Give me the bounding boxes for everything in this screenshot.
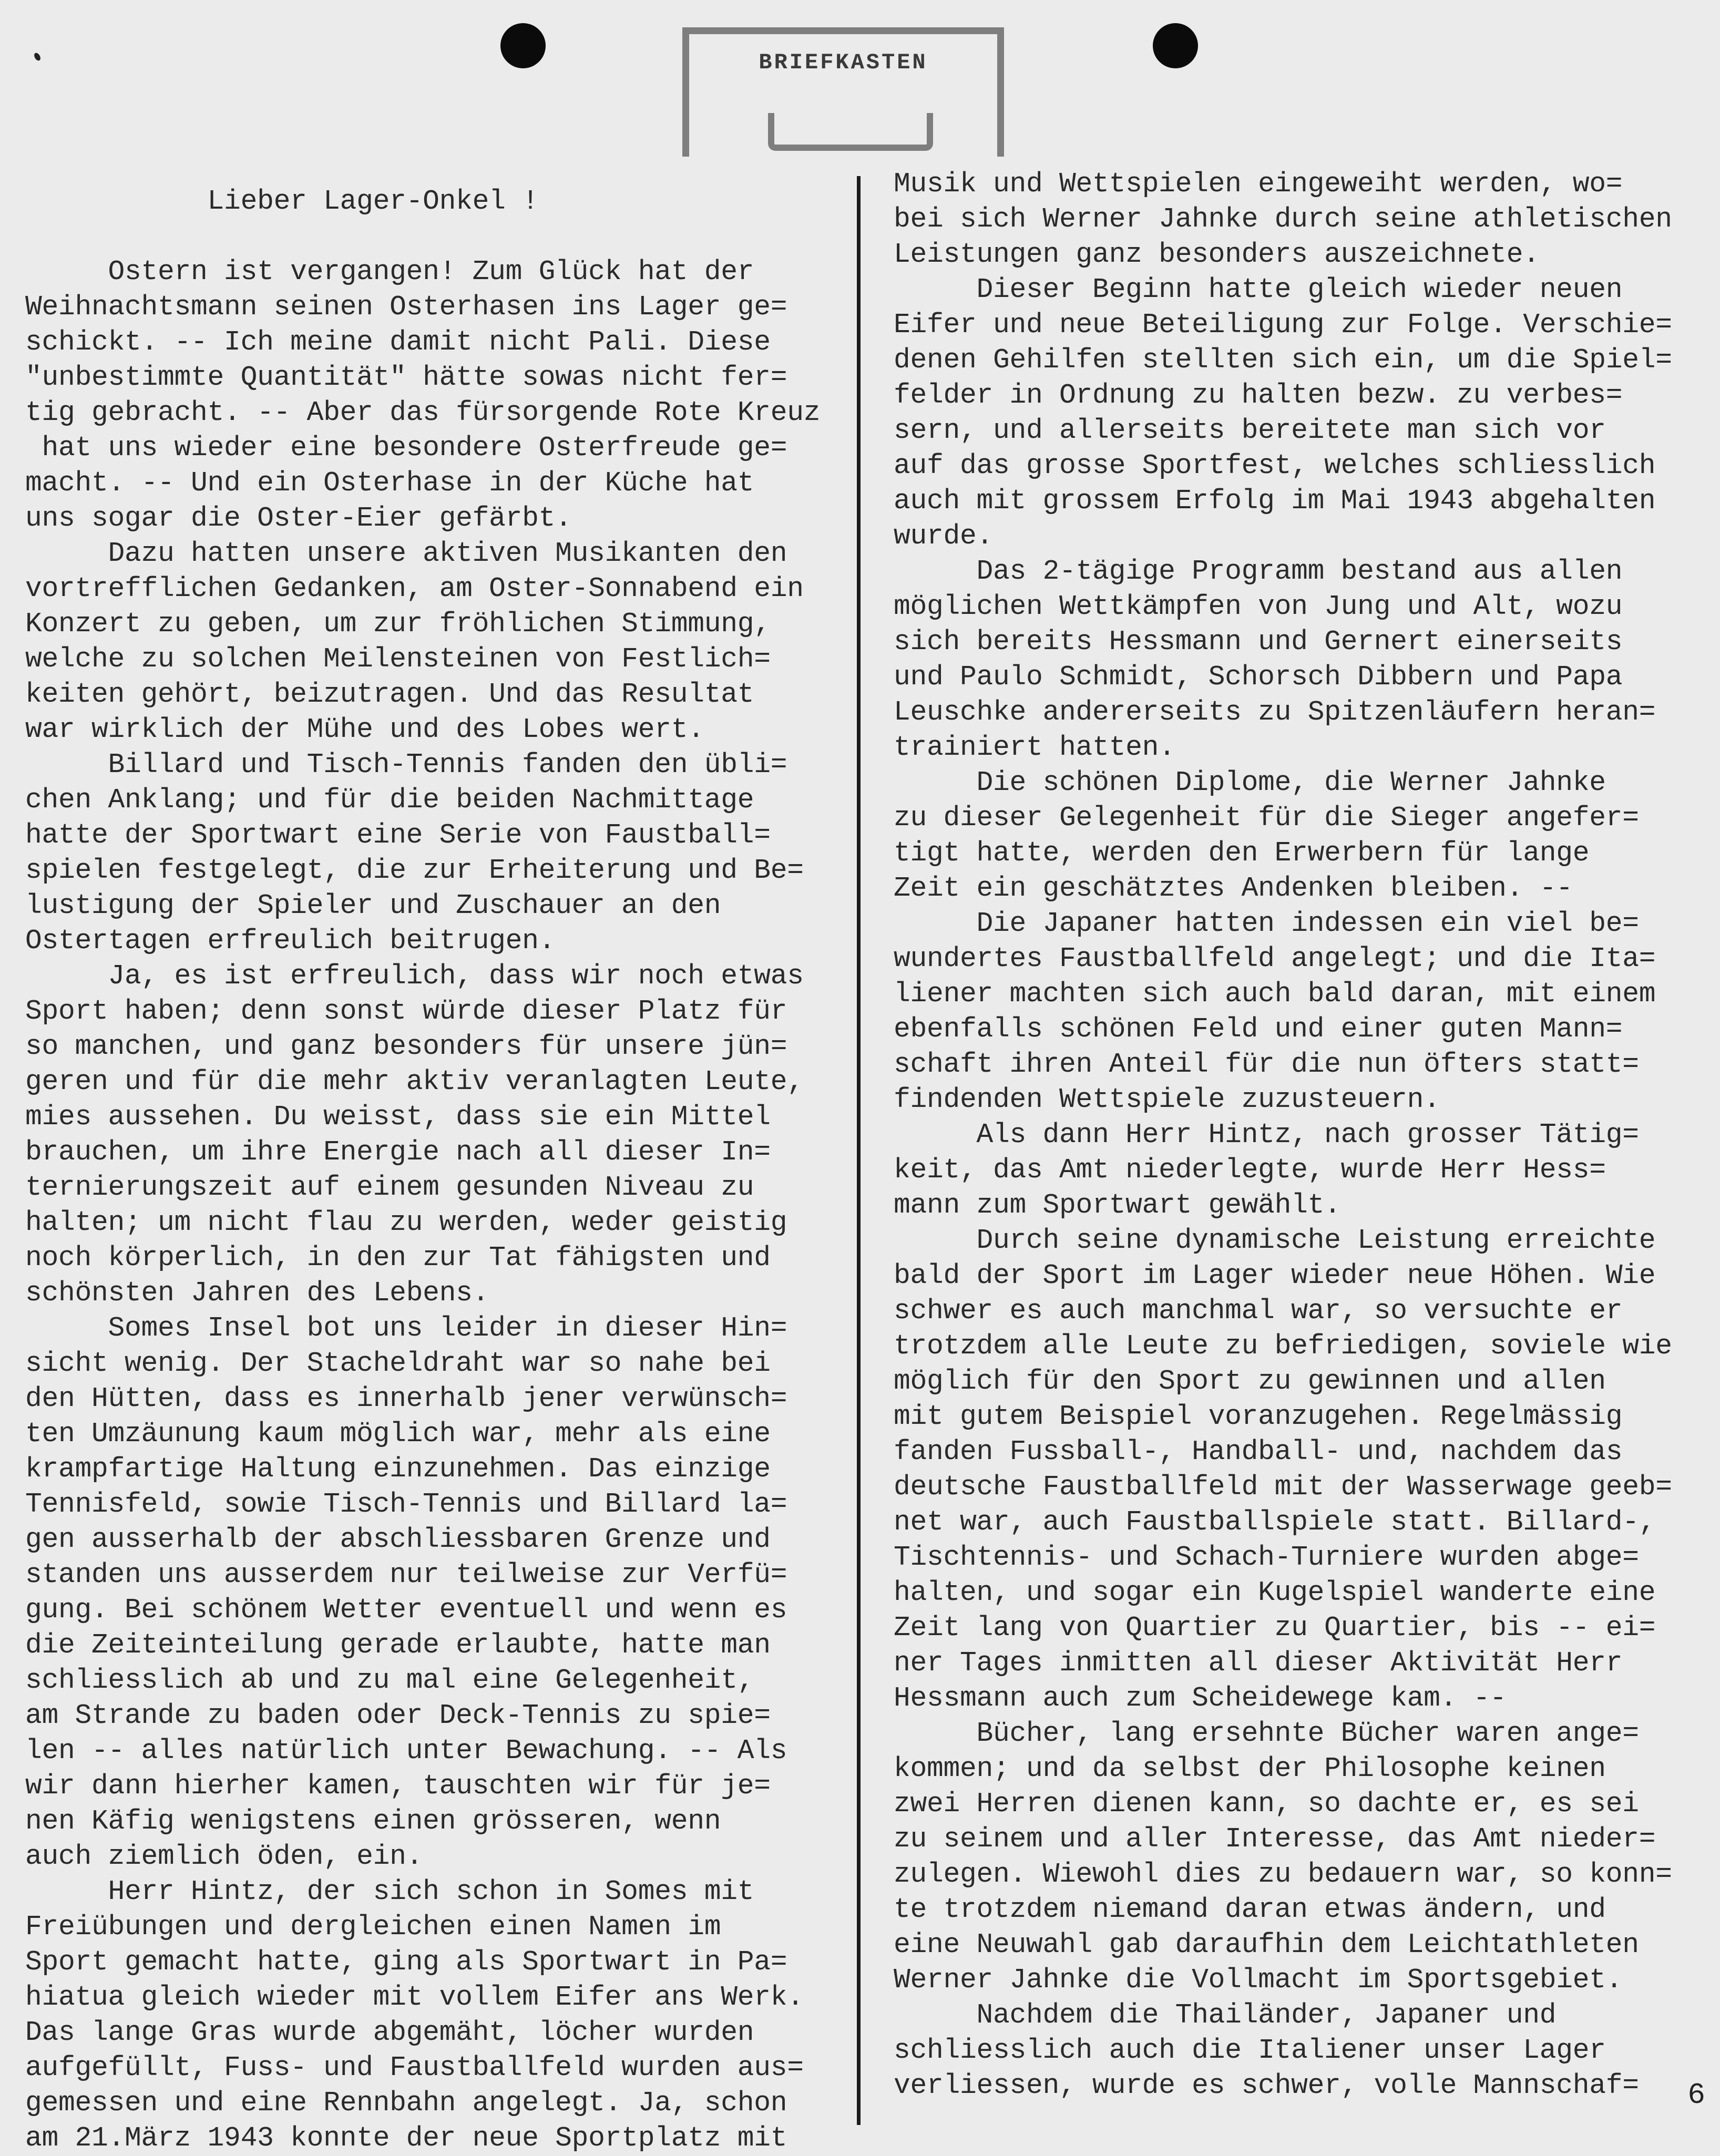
- text-line: Zeit ein geschätztes Andenken bleiben. --: [894, 872, 1573, 904]
- text-line: hiatua gleich wieder mit vollem Eifer ans Werk.: [25, 1982, 804, 2013]
- text-line: möglich für den Sport zu gewinnen und allen: [894, 1366, 1606, 1397]
- text-line: verliessen, wurde es schwer, volle Mannschaf=: [894, 2070, 1639, 2101]
- text-line: wir dann hierher kamen, tauschten wir für je=: [25, 1770, 771, 1802]
- text-line: net war, auch Faustballspiele statt. Billard-,: [894, 1506, 1656, 1538]
- text-line: gen ausserhalb der abschliessbaren Grenze und: [25, 1524, 771, 1555]
- mailbox-slot-icon: [768, 113, 933, 151]
- text-line: Musik und Wettspielen eingeweiht werden, wo=: [894, 168, 1623, 200]
- text-line: ten Umzäunung kaum möglich war, mehr als eine: [25, 1418, 771, 1450]
- text-line: Durch seine dynamische Leistung erreichte: [894, 1225, 1656, 1256]
- text-line: so manchen, und ganz besonders für unsere jün=: [25, 1031, 787, 1062]
- text-line: halten; um nicht flau zu werden, weder geistig: [25, 1207, 787, 1238]
- page-number: 6: [1687, 2078, 1705, 2112]
- text-line: ner Tages inmitten all dieser Aktivität Herr: [894, 1647, 1623, 1679]
- punch-hole-left: [500, 23, 546, 68]
- text-line: hatte der Sportwart eine Serie von Faustball=: [25, 819, 771, 851]
- text-line: Das lange Gras wurde abgemäht, löcher wurden: [25, 2017, 754, 2048]
- text-line: schliesslich auch die Italiener unser Lager: [894, 2035, 1606, 2066]
- text-line: Weihnachtsmann seinen Osterhasen ins Lager ge=: [25, 291, 787, 323]
- text-line: tig gebracht. -- Aber das fürsorgende Rote Kreuz: [25, 397, 821, 428]
- text-line: Sport gemacht hatte, ging als Sportwart in Pa=: [25, 1946, 787, 1978]
- punch-hole-right: [1153, 23, 1198, 68]
- text-line: geren und für die mehr aktiv veranlagten Leute,: [25, 1066, 804, 1097]
- text-line: welche zu solchen Meilensteinen von Festlich=: [25, 643, 771, 675]
- ink-speck: [33, 52, 42, 62]
- left-column: [25, 184, 845, 2156]
- text-line: keiten gehört, beizutragen. Und das Resultat: [25, 679, 754, 710]
- text-line: Ja, es ist erfreulich, dass wir noch etwas: [25, 960, 804, 992]
- text-line: eine Neuwahl gab daraufhin dem Leichtathleten: [894, 1929, 1639, 1960]
- text-line: auf das grosse Sportfest, welches schliesslich: [894, 450, 1656, 481]
- text-line: "unbestimmte Quantität" hätte sowas nicht fer=: [25, 362, 787, 393]
- text-line: krampfartige Haltung einzunehmen. Das einzige: [25, 1453, 771, 1485]
- text-line: gemessen und eine Rennbahn angelegt. Ja, schon: [25, 2087, 787, 2119]
- text-line: Die Japaner hatten indessen ein viel be=: [894, 908, 1639, 939]
- text-line: schickt. -- Ich meine damit nicht Pali. Diese: [25, 326, 771, 358]
- text-line: hat uns wieder eine besondere Osterfreude ge=: [25, 432, 787, 464]
- text-line: Leistungen ganz besonders auszeichnete.: [894, 239, 1540, 270]
- text-line: spielen festgelegt, die zur Erheiterung und Be=: [25, 855, 804, 886]
- text-line: am 21.März 1943 konnte der neue Sportplatz mit: [25, 2122, 787, 2154]
- text-line: Nachdem die Thailänder, Japaner und: [894, 1999, 1557, 2031]
- text-line: zu dieser Gelegenheit für die Sieger angefer=: [894, 802, 1639, 834]
- text-line: auch mit grossem Erfolg im Mai 1943 abgehalten: [894, 485, 1656, 517]
- text-line: Dieser Beginn hatte gleich wieder neuen: [894, 274, 1623, 305]
- text-line: die Zeiteinteilung gerade erlaubte, hatte man: [25, 1629, 771, 1661]
- text-line: liener machten sich auch bald daran, mit einem: [894, 978, 1656, 1010]
- text-line: Hessmann auch zum Scheidewege kam. --: [894, 1682, 1507, 1714]
- text-line: halten, und sogar ein Kugelspiel wanderte eine: [894, 1577, 1656, 1608]
- text-line: trainiert hatten.: [894, 732, 1175, 763]
- text-line: schliesslich ab und zu mal eine Gelegenheit,: [25, 1665, 754, 1696]
- text-line: Dazu hatten unsere aktiven Musikanten den: [25, 538, 787, 569]
- text-line: lustigung der Spieler und Zuschauer an den: [25, 890, 721, 921]
- text-line: Sport haben; denn sonst würde dieser Platz für: [25, 995, 787, 1027]
- text-line: mit gutem Beispiel voranzugehen. Regelmässig: [894, 1401, 1623, 1432]
- text-line: Tischtennis- und Schach-Turniere wurden abge=: [894, 1542, 1639, 1573]
- text-line: wundertes Faustballfeld angelegt; und die Ita=: [894, 943, 1656, 974]
- text-line: wurde.: [894, 520, 994, 552]
- text-line: Leuschke andererseits zu Spitzenläufern heran=: [894, 696, 1656, 728]
- text-line: zu seinem und aller Interesse, das Amt nieder=: [894, 1823, 1656, 1855]
- text-line: Lieber Lager-Onkel !: [25, 186, 539, 217]
- text-line: war wirklich der Mühe und des Lobes wert.: [25, 714, 704, 745]
- text-line: trotzdem alle Leute zu befriedigen, soviele wie: [894, 1330, 1672, 1362]
- text-line: Eifer und neue Beteiligung zur Folge. Verschie=: [894, 309, 1672, 341]
- text-line: deutsche Faustballfeld mit der Wasserwage geeb=: [894, 1471, 1672, 1503]
- text-line: Konzert zu geben, um zur fröhlichen Stimmung,: [25, 608, 771, 640]
- text-line: Freiübungen und dergleichen einen Namen im: [25, 1911, 721, 1943]
- text-line: [25, 219, 845, 254]
- column-divider: [857, 176, 861, 2125]
- text-line: möglichen Wettkämpfen von Jung und Alt, wozu: [894, 591, 1623, 622]
- text-line: uns sogar die Oster-Eier gefärbt.: [25, 502, 572, 534]
- text-line: Die schönen Diplome, die Werner Jahnke: [894, 767, 1606, 798]
- text-line: auch ziemlich öden, ein.: [25, 1841, 423, 1872]
- text-line: findenden Wettspiele zuzusteuern.: [894, 1084, 1440, 1115]
- text-line: bei sich Werner Jahnke durch seine athletischen: [894, 203, 1672, 235]
- text-line: Ostern ist vergangen! Zum Glück hat der: [25, 256, 754, 288]
- text-line: gung. Bei schönem Wetter eventuell und wenn es: [25, 1594, 787, 1626]
- text-line: felder in Ordnung zu halten bezw. zu verbes=: [894, 379, 1623, 411]
- text-line: Billard und Tisch-Tennis fanden den übli=: [25, 749, 787, 781]
- text-line: Zeit lang von Quartier zu Quartier, bis -- ei=: [894, 1612, 1656, 1644]
- text-line: standen uns ausserdem nur teilweise zur Verfü=: [25, 1559, 787, 1590]
- stamp-label: BRIEFKASTEN: [759, 50, 928, 75]
- text-line: Ostertagen erfreulich beitrugen.: [25, 925, 556, 957]
- text-line: Das 2-tägige Programm bestand aus allen: [894, 556, 1623, 587]
- text-line: Als dann Herr Hintz, nach grosser Tätig=: [894, 1119, 1639, 1151]
- text-line: Herr Hintz, der sich schon in Somes mit: [25, 1876, 754, 1907]
- text-line: brauchen, um ihre Energie nach all dieser In=: [25, 1136, 771, 1168]
- text-line: schönsten Jahren des Lebens.: [25, 1277, 489, 1309]
- text-line: chen Anklang; und für die beiden Nachmittage: [25, 784, 754, 816]
- text-line: fanden Fussball-, Handball- und, nachdem das: [894, 1436, 1623, 1467]
- text-line: sich bereits Hessmann und Gernert einerseits: [894, 626, 1623, 658]
- text-line: noch körperlich, in den zur Tat fähigsten und: [25, 1242, 771, 1274]
- text-line: nen Käfig wenigstens einen grösseren, wenn: [25, 1805, 721, 1837]
- text-line: mies aussehen. Du weisst, dass sie ein Mittel: [25, 1101, 771, 1133]
- text-line: vortrefflichen Gedanken, am Oster-Sonnabend ein: [25, 573, 804, 604]
- text-line: zwei Herren dienen kann, so dachte er, es sei: [894, 1788, 1639, 1820]
- text-line: len -- alles natürlich unter Bewachung. -- Als: [25, 1735, 787, 1767]
- text-line: Werner Jahnke die Vollmacht im Sportsgebiet.: [894, 1964, 1623, 1996]
- text-line: keit, das Amt niederlegte, wurde Herr Hess=: [894, 1154, 1606, 1186]
- text-line: Tennisfeld, sowie Tisch-Tennis und Billard la=: [25, 1488, 787, 1520]
- text-line: Somes Insel bot uns leider in dieser Hin=: [25, 1312, 787, 1344]
- text-line: bald der Sport im Lager wieder neue Höhen. Wie: [894, 1260, 1656, 1291]
- text-line: den Hütten, dass es innerhalb jener verwünsch=: [25, 1383, 787, 1414]
- text-line: denen Gehilfen stellten sich ein, um die Spiel=: [894, 344, 1672, 376]
- right-column: [894, 167, 1714, 2103]
- text-line: schwer es auch manchmal war, so versuchte er: [894, 1295, 1623, 1327]
- text-line: Bücher, lang ersehnte Bücher waren ange=: [894, 1718, 1639, 1749]
- text-line: schaft ihren Anteil für die nun öfters statt=: [894, 1049, 1639, 1080]
- text-line: tigt hatte, werden den Erwerbern für lange: [894, 837, 1590, 869]
- text-line: macht. -- Und ein Osterhase in der Küche hat: [25, 467, 754, 499]
- text-line: ebenfalls schönen Feld und einer guten Mann=: [894, 1013, 1623, 1045]
- text-line: am Strande zu baden oder Deck-Tennis zu spie=: [25, 1700, 771, 1731]
- text-line: mann zum Sportwart gewählt.: [894, 1189, 1341, 1221]
- text-line: kommen; und da selbst der Philosophe keinen: [894, 1753, 1606, 1784]
- text-line: ternierungszeit auf einem gesunden Niveau zu: [25, 1172, 754, 1203]
- text-line: aufgefüllt, Fuss- und Faustballfeld wurden aus=: [25, 2052, 804, 2083]
- text-line: sicht wenig. Der Stacheldraht war so nahe bei: [25, 1348, 771, 1379]
- text-line: sern, und allerseits bereitete man sich vor: [894, 415, 1606, 446]
- text-line: und Paulo Schmidt, Schorsch Dibbern und Papa: [894, 661, 1623, 693]
- text-line: zulegen. Wiewohl dies zu bedauern war, so konn=: [894, 1859, 1672, 1890]
- text-line: te trotzdem niemand daran etwas ändern, und: [894, 1894, 1606, 1925]
- briefkasten-stamp: [682, 27, 1004, 157]
